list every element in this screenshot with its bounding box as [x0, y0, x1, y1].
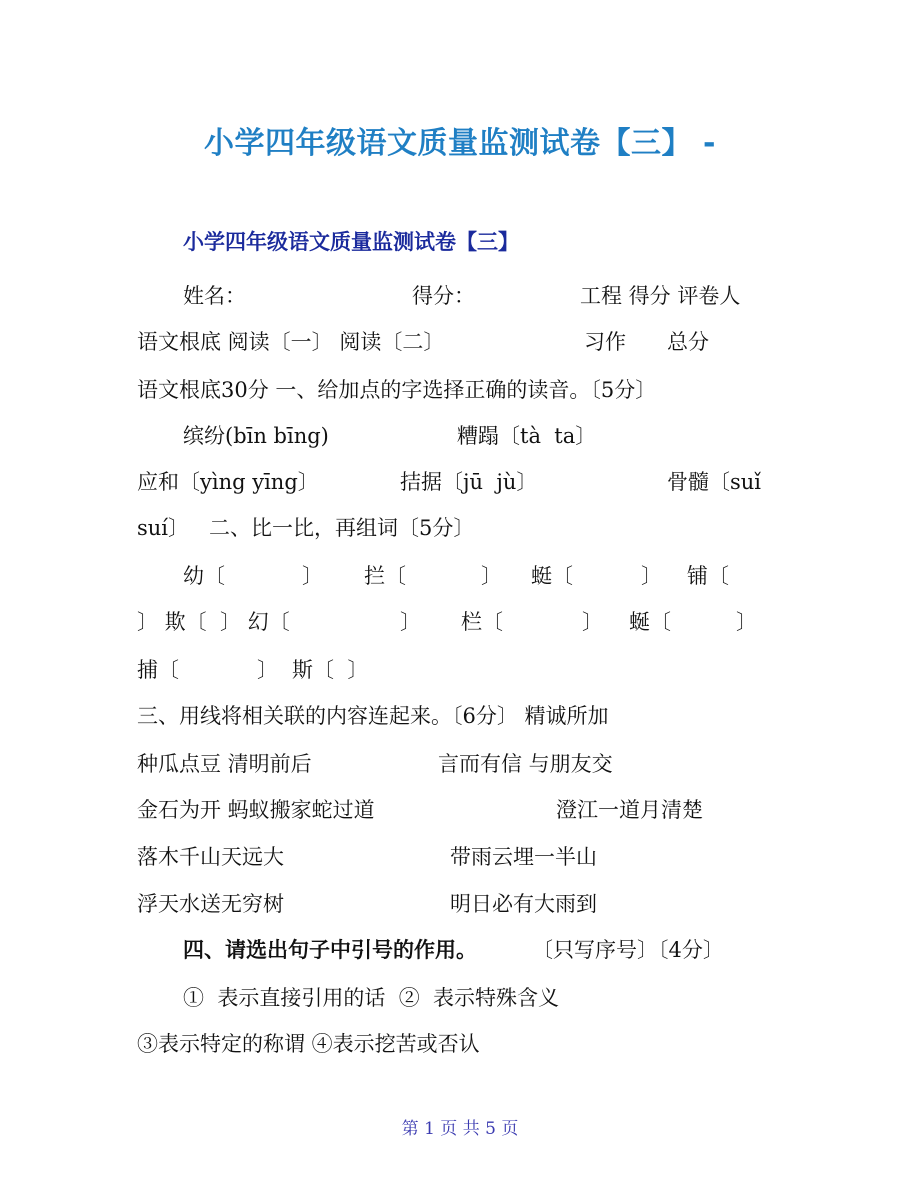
question-3-heading: 三、用线将相关联的内容连起来。〔6分〕 精诚所加	[137, 704, 609, 728]
match-left-item: 浮天水送无穷树	[137, 892, 284, 916]
word-bracket: 〕	[641, 564, 662, 588]
question-2-heading: suí〕 二、比一比，再组词〔5分〕	[137, 516, 475, 540]
option-list: ③表示特定的称谓 ④表示挖苦或否认	[137, 1032, 480, 1056]
document-subtitle: 小学四年级语文质量监测试卷【三】	[183, 230, 519, 254]
question-1-heading: 语文根底30分 一、给加点的字选择正确的读音。〔5分〕	[137, 378, 657, 402]
word-bracket: 〕	[400, 610, 421, 634]
word-item: 铺〔	[687, 564, 729, 588]
match-left-item: 金石为开 蚂蚁搬家蛇过道	[137, 798, 375, 822]
question-4-note: 〔只写序号〕〔4分〕	[532, 938, 724, 962]
word-item: 拦〔	[364, 564, 406, 588]
match-right-item: 言而有信 与朋友交	[438, 752, 613, 776]
match-right-item: 澄江一道月清楚	[556, 798, 703, 822]
pinyin-item: 拮据〔jū jù〕	[400, 470, 538, 494]
word-item: 栏〔	[461, 610, 503, 634]
word-item: 斯〔 〕	[292, 658, 369, 682]
name-label: 姓名：	[183, 284, 246, 308]
grading-header: 工程 得分 评卷人	[580, 284, 741, 308]
match-left-item: 种瓜点豆 清明前后	[137, 752, 312, 776]
match-right-item: 明日必有大雨到	[450, 892, 597, 916]
pinyin-item: 应和〔yìng yīng〕	[137, 470, 319, 494]
section-total: 总分	[667, 330, 709, 354]
option-list: ① 表示直接引用的话 ② 表示特殊含义	[183, 986, 560, 1010]
word-item: 蜓〔	[531, 564, 573, 588]
word-item: 幼〔	[183, 564, 225, 588]
word-bracket: 〕	[582, 610, 603, 634]
word-bracket: 〕	[257, 658, 278, 682]
match-right-item: 带雨云埋一半山	[450, 845, 597, 869]
word-item: 捕〔	[137, 658, 179, 682]
question-4-heading: 四、请选出句子中引号的作用。	[183, 937, 477, 962]
page-title: 小学四年级语文质量监测试卷【三】 -	[204, 126, 716, 161]
page-number: 第 1 页 共 5 页	[401, 1119, 519, 1139]
word-bracket: 〕	[302, 564, 323, 588]
score-label: 得分：	[412, 284, 475, 308]
word-item: 〕 欺〔 〕 幻〔	[137, 610, 290, 634]
word-item: 蜒〔	[629, 610, 671, 634]
section-row: 语文根底 阅读〔一〕 阅读〔二〕	[137, 330, 445, 354]
word-bracket: 〕	[736, 610, 757, 634]
pinyin-item: 骨髓〔suǐ	[667, 470, 762, 494]
word-bracket: 〕	[481, 564, 502, 588]
section-writing: 习作	[584, 330, 626, 354]
pinyin-item: 缤纷(bīn bīng)	[183, 424, 329, 448]
pinyin-item: 糟蹋〔tà ta〕	[457, 424, 597, 448]
match-left-item: 落木千山天远大	[137, 845, 284, 869]
